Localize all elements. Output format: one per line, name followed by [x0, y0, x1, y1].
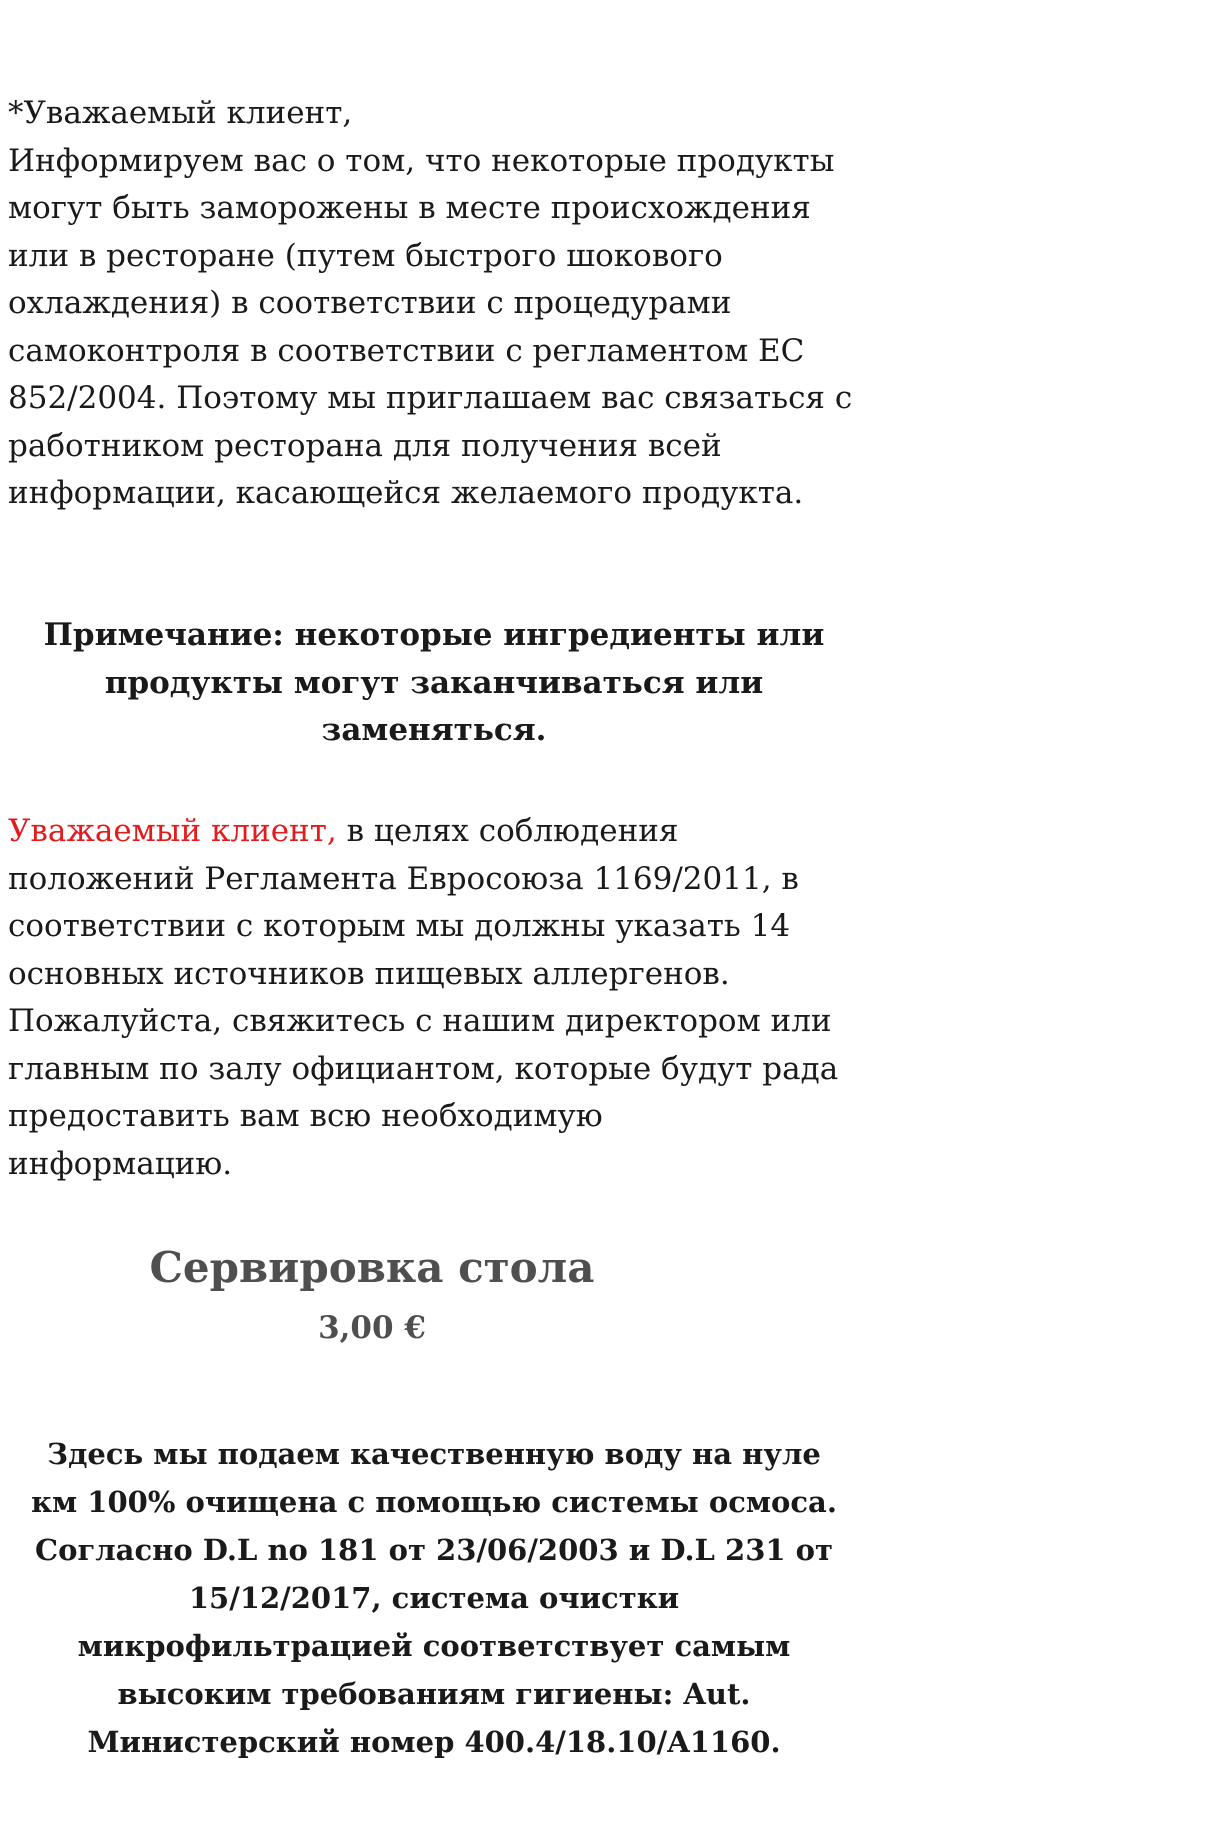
water-line: Согласно D.L no 181 от 23/06/2003 и D.L 231 от — [35, 1533, 833, 1567]
notice-line: информацию. — [8, 1145, 233, 1182]
notice-line: самоконтроля в соответствии с регламентом ЕС — [8, 332, 805, 369]
notice-line: могут быть заморожены в месте происхождения — [8, 190, 811, 226]
notice-line: основных источников пищевых аллергенов. — [8, 955, 730, 992]
notice-line: предоставить вам всю необходимую — [8, 1098, 603, 1134]
notice-line: Информируем вас о том, что некоторые продукты — [8, 142, 835, 179]
notice-line: работником ресторана для получения всей — [8, 427, 722, 464]
water-line: Министерский номер 400.4/18.10/A1160. — [87, 1725, 781, 1759]
notice-line: *Уважаемый клиент, — [8, 95, 353, 131]
notice-line: положений Регламента Евросоюза 1169/2011, в — [8, 860, 799, 897]
table-service-title: Сервировка стола — [149, 1243, 595, 1292]
allergen-first-line-rest: в целях соблюдения — [336, 813, 679, 849]
notice-line: главным по залу официантом, которые будут рада — [8, 1050, 839, 1087]
allergen-notice — [8, 808, 878, 1188]
availability-note — [0, 612, 868, 755]
note-line: Примечание: некоторые ингредиенты или — [43, 617, 825, 653]
notice-line: соответствии с которым мы должны указать 14 — [8, 908, 791, 944]
notice-line: 852/2004. Поэтому мы приглашаем вас связаться с — [8, 380, 853, 416]
water-line: микрофильтрацией соответствует самым — [77, 1629, 791, 1663]
notice-line: информации, касающейся желаемого продукта. — [8, 475, 804, 511]
notice-line: охлаждения) в соответствии с процедурами — [8, 285, 732, 321]
water-line: высоким требованиям гигиены: Aut. — [117, 1677, 751, 1711]
note-line: продукты могут заканчиваться или — [104, 664, 764, 701]
frozen-products-notice — [8, 90, 878, 518]
water-line: Здесь мы подаем качественную воду на нуле — [47, 1437, 821, 1471]
water-line: км 100% очищена с помощью системы осмоса. — [31, 1485, 837, 1519]
water-notice — [0, 1430, 868, 1766]
water-line: 15/12/2017, система очистки — [188, 1581, 680, 1615]
notice-line: или в ресторане (путем быстрого шокового — [8, 237, 723, 274]
allergen-first-line — [8, 808, 878, 856]
notice-line: Пожалуйста, свяжитесь с нашим директором или — [8, 1003, 832, 1039]
note-line: заменяться. — [321, 712, 547, 748]
allergen-greeting: Уважаемый клиент, — [8, 813, 337, 849]
table-service-price: 3,00 € — [318, 1310, 426, 1346]
